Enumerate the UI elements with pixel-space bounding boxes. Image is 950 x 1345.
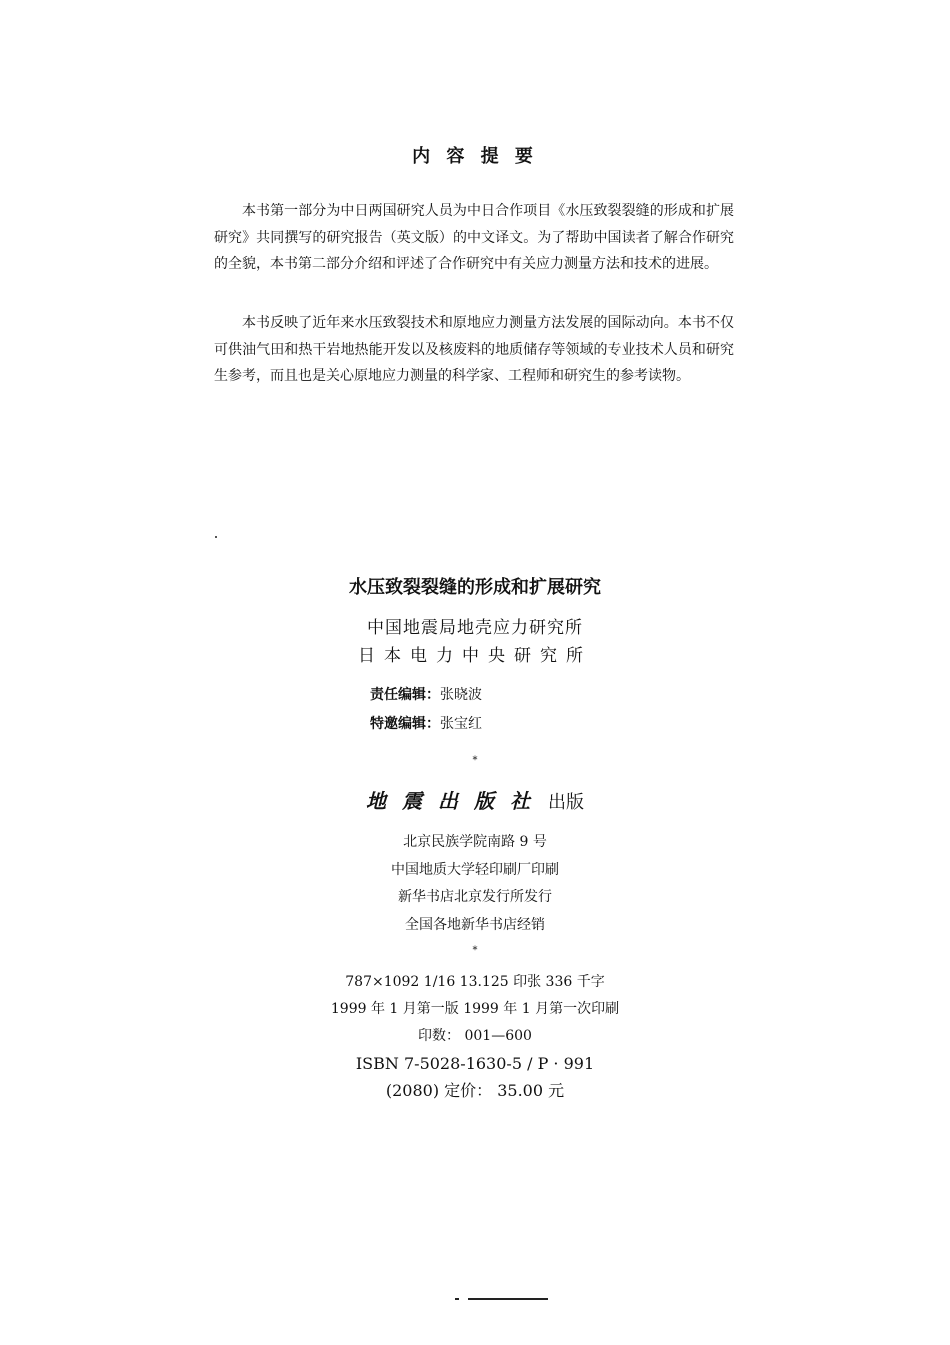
editor-name: 张晓波 <box>440 687 482 703</box>
separator-star: * <box>472 945 478 956</box>
book-specs <box>0 969 950 1104</box>
separator-star: * <box>472 755 478 766</box>
publisher-line <box>0 785 950 814</box>
summary-title: 内 容 提 要 <box>412 146 538 167</box>
book-title: 水压致裂裂缝的形成和扩展研究 <box>349 577 601 598</box>
editor-name: 张宝红 <box>440 716 482 732</box>
summary-paragraph-1: 本书第一部分为中日两国研究人员为中日合作项目《水压致裂裂缝的形成和扩展研究》共同撰写的研究报告（英文版）的中文译文。为了帮助中国读者了解合作研究的全貌，本书第二部分介绍和评述了合作研究中有关应力测量方法和技术的进展。 <box>214 203 734 272</box>
publisher-address: 北京民族学院南路 9 号 <box>403 834 547 850</box>
format-spec: 787×1092 1/16 13.125 印张 336 千字 <box>345 974 605 990</box>
scan-speck <box>215 536 217 538</box>
footer-rule <box>468 1298 548 1300</box>
retailer: 全国各地新华书店经销 <box>405 916 545 933</box>
editor-in-charge <box>370 684 482 704</box>
editor-label: 特邀编辑： <box>370 716 440 732</box>
publisher-name: 地震出版社 <box>366 789 546 813</box>
editor-label: 责任编辑： <box>370 687 440 703</box>
footer-rule <box>455 1298 459 1300</box>
print-run: 印数： 001—600 <box>418 1028 532 1044</box>
isbn: ISBN 7-5028-1630-5 / P · 991 <box>355 1054 595 1073</box>
organization-2: 日本电力中央研究所 <box>358 646 592 666</box>
price: (2080) 定价： 35.00 元 <box>385 1081 565 1100</box>
distributor: 新华书店北京发行所发行 <box>398 889 552 905</box>
edition-spec: 1999 年 1 月第一版 1999 年 1 月第一次印刷 <box>330 1001 620 1017</box>
organization-1: 中国地震局地壳应力研究所 <box>367 618 583 638</box>
publisher-suffix: 出版 <box>548 792 584 813</box>
printer: 中国地质大学轻印刷厂印刷 <box>391 861 559 878</box>
printing-info <box>0 829 950 939</box>
summary-paragraph-2: 本书反映了近年来水压致裂技术和原地应力测量方法发展的国际动向。本书不仅可供油气田和热干岩地热能开发以及核废料的地质储存等领域的专业技术人员和研究生参考，而且也是关心原地应力测量的科学家、工程师和研究生的参考读物。 <box>214 315 734 384</box>
guest-editor <box>370 713 482 733</box>
